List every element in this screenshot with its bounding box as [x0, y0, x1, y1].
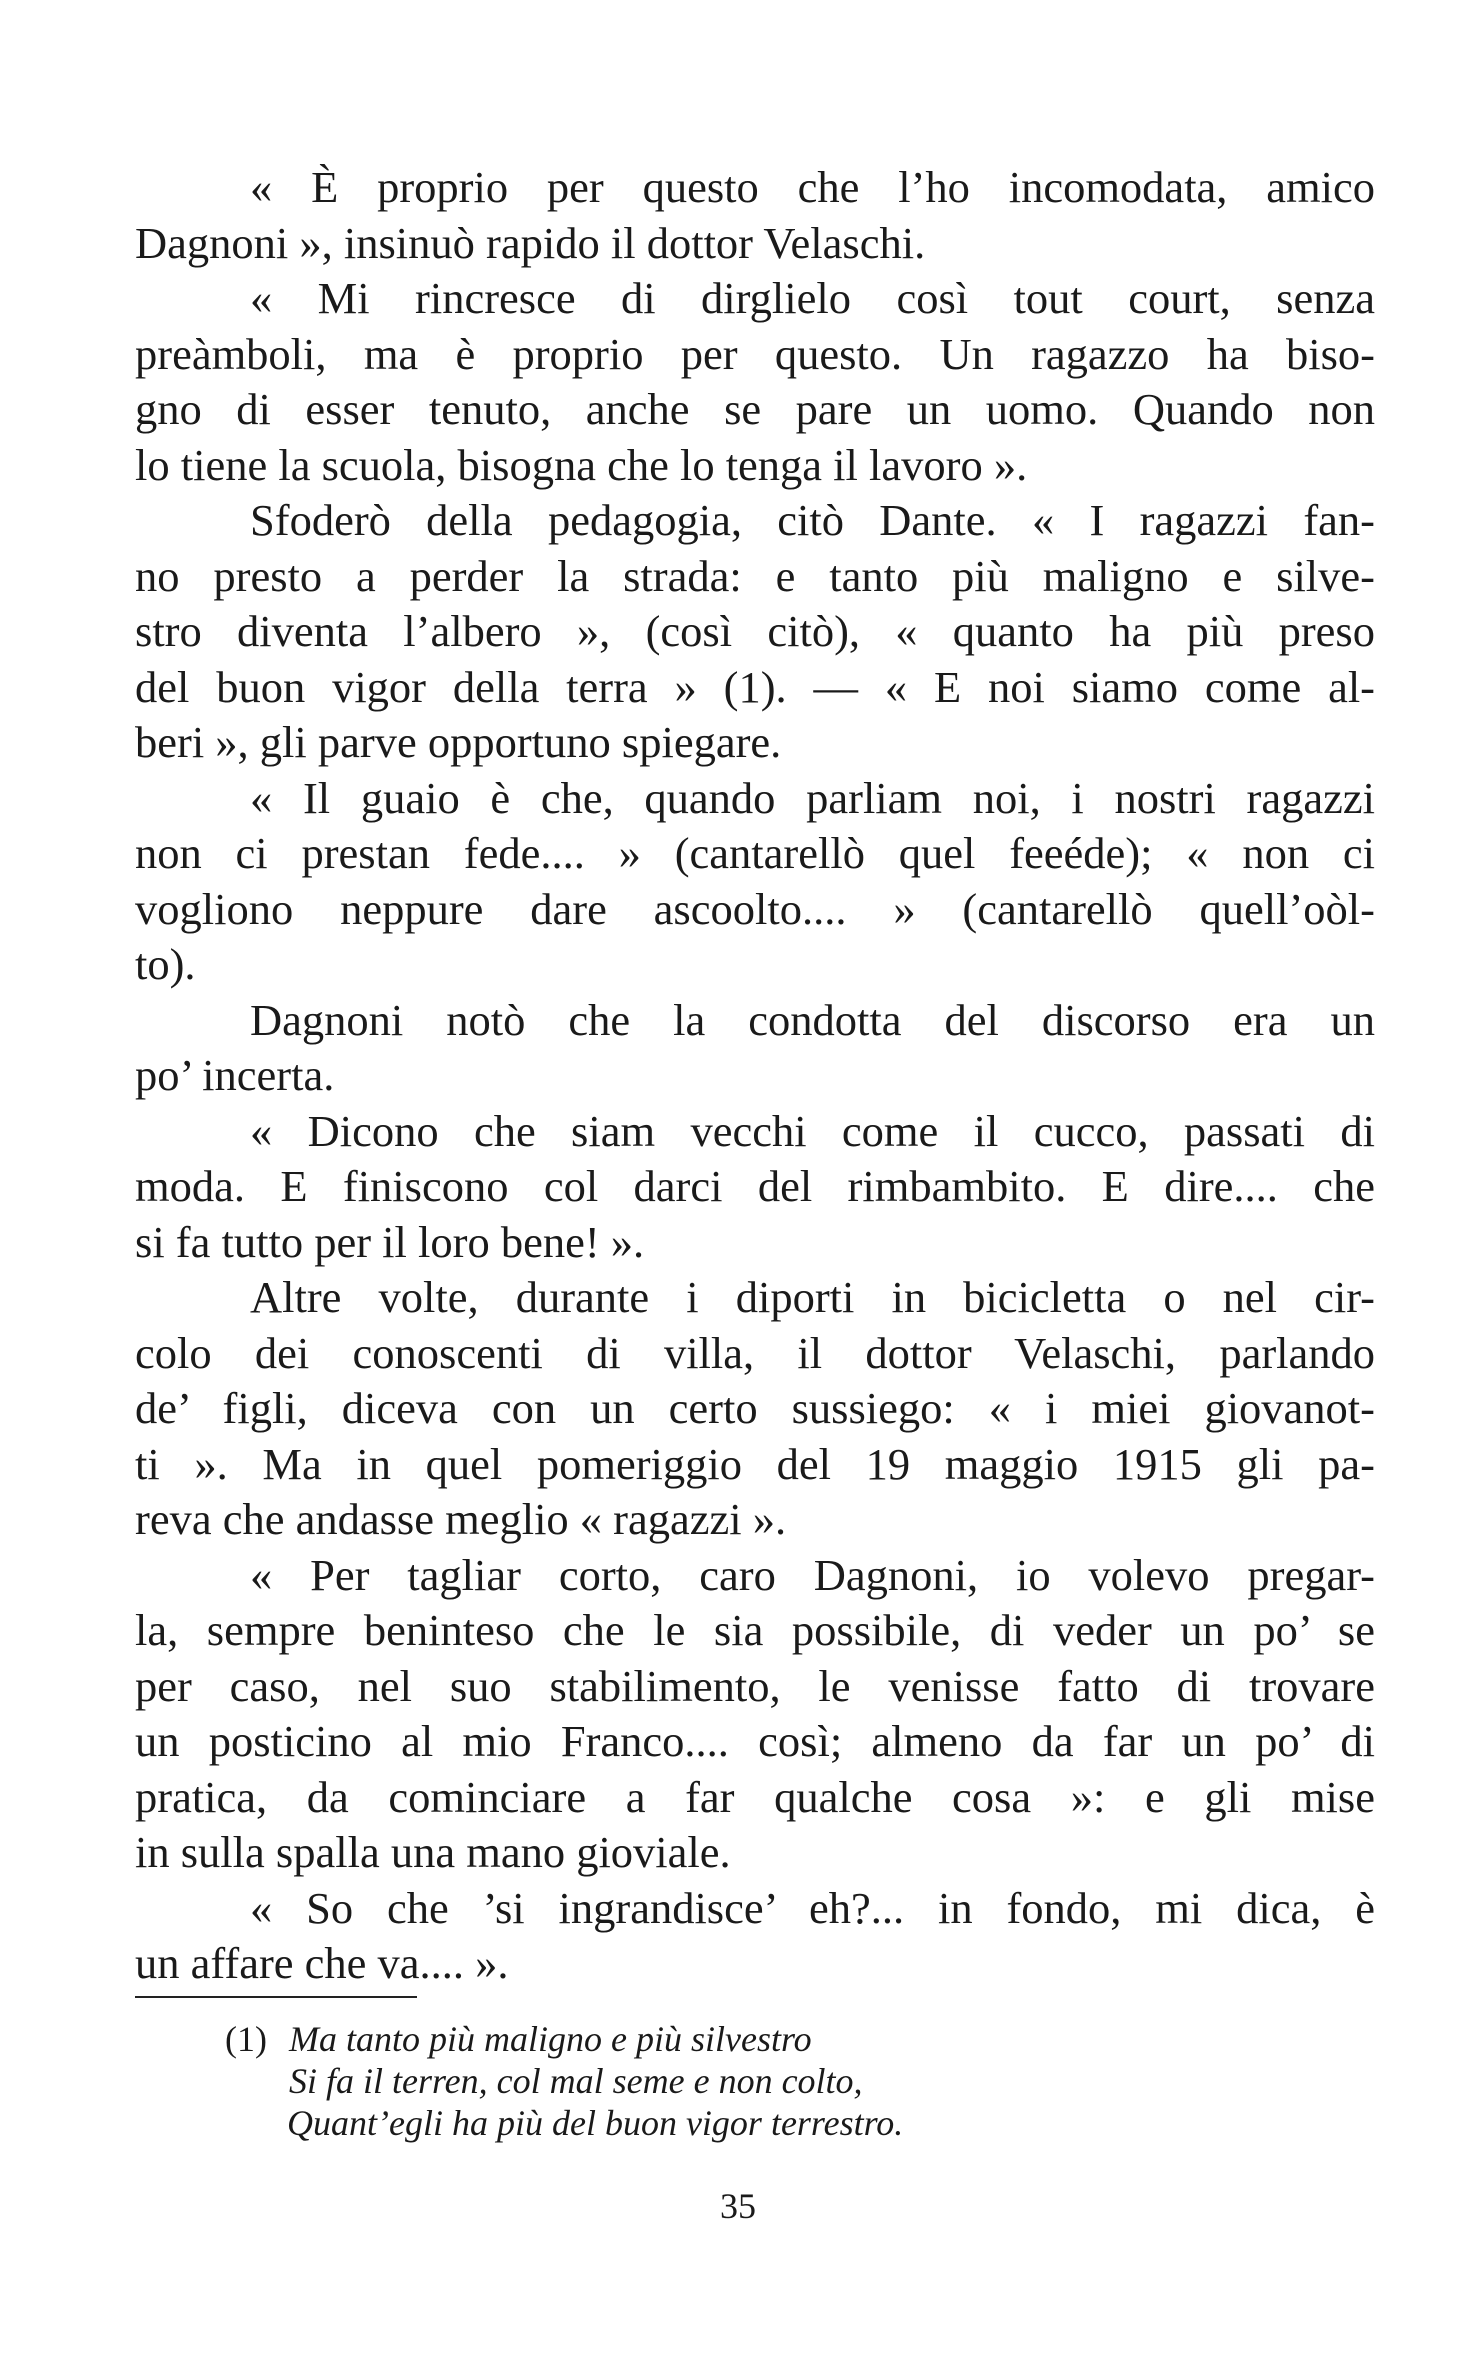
text-line: Dagnoni », insinuò rapido il dottor Velaschi.: [135, 217, 926, 268]
footnote-line: [225, 2018, 1225, 2060]
text-line: un affare che va.... ».: [135, 1938, 509, 1988]
text-line: non ci prestan fede.... » (cantarellò quel feeéde); « non ci: [135, 828, 1375, 878]
text-line: « Dicono che siam vecchi come il cucco, passati di: [250, 1105, 1375, 1156]
text-line: si fa tutto per il loro bene! ».: [135, 1216, 645, 1267]
text-line: preàmboli, ma è proprio per questo. Un ragazzo ha biso-: [135, 328, 1375, 379]
text-line: po’ incerta.: [135, 1050, 335, 1100]
text-line: « È proprio per questo che l’ho incomodata, amico: [250, 162, 1375, 212]
text-line: pratica, da cominciare a far qualche cosa »: e gli mise: [135, 1771, 1375, 1822]
body-text: [135, 160, 1375, 1992]
text-line: « Per tagliar corto, caro Dagnoni, io volevo pregar-: [250, 1549, 1375, 1600]
footnote-verse: Ma tanto più maligno e più silvestro: [289, 2019, 812, 2059]
text-line: Altre volte, durante i diporti in bicicletta o nel cir-: [250, 1272, 1375, 1322]
text-line: reva che andasse meglio « ragazzi ».: [135, 1494, 787, 1544]
text-line: un posticino al mio Franco.... così; almeno da far un po’ di: [135, 1716, 1375, 1766]
text-line: ti ». Ma in quel pomeriggio del 19 maggio 1915 gli pa-: [135, 1438, 1375, 1489]
page-number: 35: [720, 2186, 756, 2226]
footnote: [225, 2018, 1225, 2144]
text-line: to).: [135, 939, 196, 989]
text-line: per caso, nel suo stabilimento, le venisse fatto di trovare: [135, 1660, 1375, 1711]
footnote-divider: [135, 1996, 417, 1998]
text-line: in sulla spalla una mano gioviale.: [135, 1827, 731, 1877]
footnote-verse: Si fa il terren, col mal seme e non colto,: [289, 2061, 863, 2101]
text-line: vogliono neppure dare ascoolto.... » (cantarellò quell’oòl-: [135, 883, 1375, 934]
text-line: colo dei conoscenti di villa, il dottor Velaschi, parlando: [135, 1327, 1375, 1378]
text-line: moda. E finiscono col darci del rimbambito. E dire.... che: [135, 1161, 1375, 1211]
text-line: de’ figli, diceva con un certo sussiego: « i miei giovanot-: [135, 1383, 1375, 1433]
text-line: del buon vigor della terra » (1). — « E noi siamo come al-: [135, 661, 1375, 712]
text-line: « So che ’si ingrandisce’ eh?... in fondo, mi dica, è: [250, 1882, 1375, 1933]
text-line: beri », gli parve opportuno spiegare.: [135, 717, 782, 767]
text-line: Sfoderò della pedagogia, citò Dante. « I ragazzi fan-: [250, 495, 1375, 545]
footnote-marker: (1): [225, 2019, 267, 2059]
text-line: « Mi rincresce di dirglielo così tout court, senza: [250, 273, 1375, 323]
text-line: Dagnoni notò che la condotta del discorso era un: [250, 994, 1375, 1045]
text-line: gno di esser tenuto, anche se pare un uomo. Quando non: [135, 384, 1375, 434]
text-line: lo tiene la scuola, bisogna che lo tenga il lavoro ».: [135, 439, 1028, 490]
text-line: stro diventa l’albero », (così citò), « quanto ha più preso: [135, 606, 1375, 656]
footnote-verse: Quant’egli ha più del buon vigor terrestro.: [287, 2103, 904, 2143]
text-line: no presto a perder la strada: e tanto più maligno e silve-: [135, 550, 1375, 601]
text-line: « Il guaio è che, quando parliam noi, i nostri ragazzi: [250, 772, 1375, 823]
text-line: la, sempre beninteso che le sia possibile, di veder un po’ se: [135, 1605, 1375, 1655]
